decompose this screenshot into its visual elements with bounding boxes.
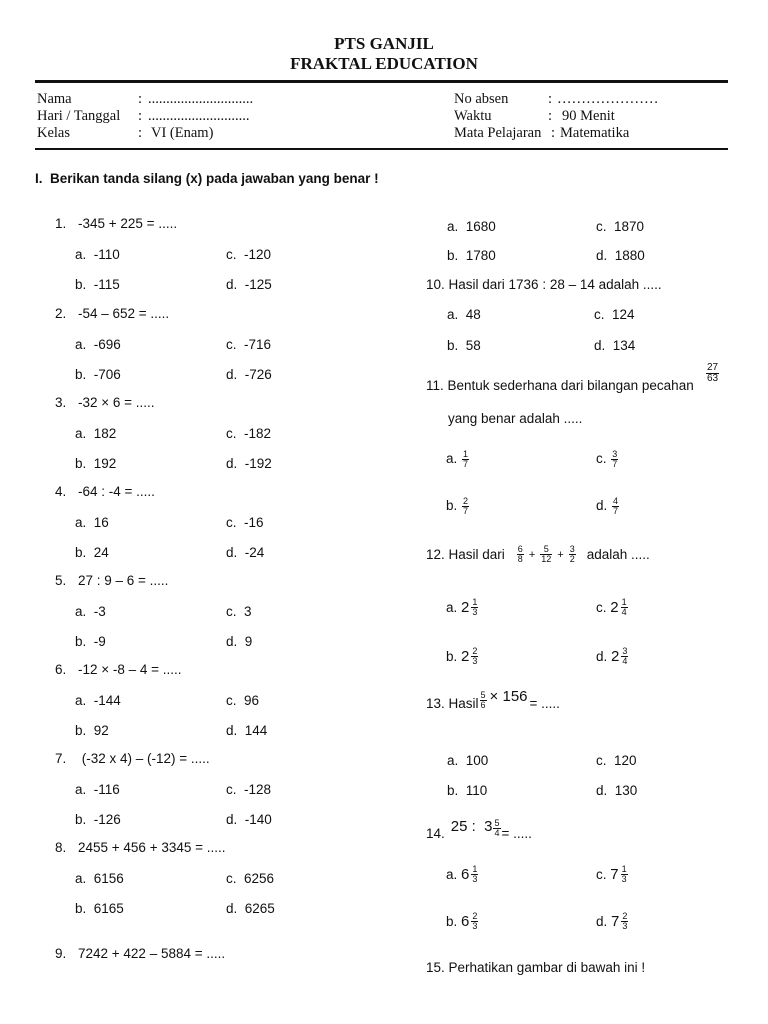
header-top-rule <box>35 80 728 83</box>
question-7-option-d[interactable]: d. -140 <box>226 812 272 827</box>
question-8-number: 8. <box>55 840 67 855</box>
question-1-option-d[interactable]: d. -125 <box>226 277 272 292</box>
field-sep: : <box>138 108 143 124</box>
q12-option-c[interactable]: c. 2 $\frac{1}{4}$ <box>596 597 627 617</box>
q11-option-c[interactable]: c. $\frac{3}{7}$ <box>596 449 618 469</box>
question-6-option-b[interactable]: b. 92 <box>75 723 109 738</box>
field-label-hari-tanggal: Hari / Tanggal <box>37 108 121 124</box>
question-8-option-c[interactable]: c. 6256 <box>226 871 275 886</box>
question-3-number: 3. <box>55 395 67 410</box>
q9-option-c[interactable]: c. 1870 <box>596 219 645 234</box>
q10-option-c[interactable]: c. 124 <box>594 307 635 322</box>
question-2-option-d[interactable]: d. -726 <box>226 367 272 382</box>
section-instruction: I. Berikan tanda silang (x) pada jawaban yang benar ! <box>35 171 379 186</box>
field-value-mata-pelajaran: Matematika <box>560 125 630 141</box>
field-label-mata-pelajaran: Mata Pelajaran <box>454 125 542 141</box>
q10-option-a[interactable]: a. 48 <box>447 307 481 322</box>
question-5-text: 27 : 9 – 6 = ..... <box>78 573 169 588</box>
q13-text: 13. Hasil $\frac{5}{6}$ × 156 = ..... <box>426 688 560 711</box>
question-3-text: -32 × 6 = ..... <box>78 395 155 410</box>
question-8-option-b[interactable]: b. 6165 <box>75 901 124 916</box>
field-label-no-absen: No absen <box>454 91 509 107</box>
question-5-option-b[interactable]: b. -9 <box>75 634 106 649</box>
question-4-number: 4. <box>55 484 67 499</box>
q9-option-a[interactable]: a. 1680 <box>447 219 496 234</box>
question-2-text: -54 – 652 = ..... <box>78 306 170 321</box>
question-6-number: 6. <box>55 662 67 677</box>
q15-text: 15. Perhatikan gambar di bawah ini ! <box>426 960 646 975</box>
question-7-option-b[interactable]: b. -126 <box>75 812 121 827</box>
field-label-kelas: Kelas <box>37 125 71 141</box>
q11-text: 11. Bentuk sederhana dari bilangan pecahan <box>426 378 694 393</box>
field-sep: : <box>548 108 553 124</box>
question-7-option-c[interactable]: c. -128 <box>226 782 272 797</box>
question-4-option-c[interactable]: c. -16 <box>226 515 264 530</box>
question-8-option-a[interactable]: a. 6156 <box>75 871 124 886</box>
q9-option-d[interactable]: d. 1880 <box>596 248 645 263</box>
q13-option-a[interactable]: a. 100 <box>447 753 489 768</box>
question-3-option-a[interactable]: a. 182 <box>75 426 117 441</box>
field-value-nama[interactable]: ............................. <box>148 91 254 107</box>
field-sep: : <box>138 91 143 107</box>
q10-text: 10. Hasil dari 1736 : 28 – 14 adalah ..... <box>426 277 662 292</box>
q14-option-b[interactable]: b. 6 $\frac{2}{3}$ <box>446 911 478 931</box>
question-5-option-d[interactable]: d. 9 <box>226 634 253 649</box>
page-title: PTS GANJIL <box>334 34 434 53</box>
field-value-kelas: VI (Enam) <box>151 125 214 141</box>
question-9-text: 7242 + 422 – 5884 = ..... <box>78 946 226 961</box>
question-2-option-b[interactable]: b. -706 <box>75 367 121 382</box>
q14-option-c[interactable]: c. 7 $\frac{1}{3}$ <box>596 864 627 884</box>
field-sep: : <box>551 125 556 141</box>
q11-fraction: $\frac{27}{63}$ <box>707 362 719 384</box>
question-4-option-b[interactable]: b. 24 <box>75 545 109 560</box>
question-5-option-a[interactable]: a. -3 <box>75 604 106 619</box>
q12-option-d[interactable]: d. 2 $\frac{3}{4}$ <box>596 646 628 666</box>
q9-option-b[interactable]: b. 1780 <box>447 248 496 263</box>
q13-option-c[interactable]: c. 120 <box>596 753 637 768</box>
field-value-hari-tanggal[interactable]: ............................ <box>148 108 250 124</box>
question-3-option-d[interactable]: d. -192 <box>226 456 272 471</box>
question-5-number: 5. <box>55 573 67 588</box>
question-3-option-b[interactable]: b. 192 <box>75 456 117 471</box>
field-value-waktu: 90 Menit <box>562 108 615 124</box>
question-6-option-d[interactable]: d. 144 <box>226 723 268 738</box>
q14-text: 14. 25 : 3 $\frac{5}{4}$ = ..... <box>426 818 532 841</box>
question-4-text: -64 : -4 = ..... <box>78 484 155 499</box>
question-1-option-b[interactable]: b. -115 <box>75 277 120 292</box>
question-8-text: 2455 + 456 + 3345 = ..... <box>78 840 226 855</box>
question-7-number: 7. <box>55 751 67 766</box>
question-1-option-a[interactable]: a. -110 <box>75 247 120 262</box>
q11-option-a[interactable]: a. $\frac{1}{7}$ <box>446 449 469 469</box>
question-1-text: -345 + 225 = ..... <box>78 216 178 231</box>
q13-option-b[interactable]: b. 110 <box>447 783 488 798</box>
q10-option-b[interactable]: b. 58 <box>447 338 481 353</box>
question-8-option-d[interactable]: d. 6265 <box>226 901 275 916</box>
question-6-option-c[interactable]: c. 96 <box>226 693 260 708</box>
question-7-text: (-32 x 4) – (-12) = ..... <box>78 751 210 766</box>
question-4-option-d[interactable]: d. -24 <box>226 545 265 560</box>
header-bottom-rule <box>35 148 728 150</box>
question-1-option-c[interactable]: c. -120 <box>226 247 272 262</box>
field-label-waktu: Waktu <box>454 108 492 124</box>
field-sep: : <box>548 91 553 107</box>
question-5-option-c[interactable]: c. 3 <box>226 604 252 619</box>
question-2-option-c[interactable]: c. -716 <box>226 337 272 352</box>
field-sep: : <box>138 125 143 141</box>
field-label-nama: Nama <box>37 91 72 107</box>
question-9-number: 9. <box>55 946 67 961</box>
q11-text-line2: yang benar adalah ..... <box>448 411 583 426</box>
question-6-option-a[interactable]: a. -144 <box>75 693 121 708</box>
q12-option-b[interactable]: b. 2 $\frac{2}{3}$ <box>446 646 478 666</box>
question-3-option-c[interactable]: c. -182 <box>226 426 272 441</box>
q14-option-a[interactable]: a. 6 $\frac{1}{3}$ <box>446 864 478 884</box>
question-2-number: 2. <box>55 306 67 321</box>
question-1-number: 1. <box>55 216 67 231</box>
question-2-option-a[interactable]: a. -696 <box>75 337 121 352</box>
q12-text: 12. Hasil dari $\frac{6}{8}$ + $\frac{5}{12}$ + $\frac{3}{2}$ adalah ..... <box>426 544 650 564</box>
q13-option-d[interactable]: d. 130 <box>596 783 638 798</box>
q10-option-d[interactable]: d. 134 <box>594 338 636 353</box>
q14-option-d[interactable]: d. 7 $\frac{2}{3}$ <box>596 911 628 931</box>
question-7-option-a[interactable]: a. -116 <box>75 782 120 797</box>
q12-option-a[interactable]: a. 2 $\frac{1}{3}$ <box>446 597 478 617</box>
question-6-text: -12 × -8 – 4 = ..... <box>78 662 182 677</box>
page-subtitle: FRAKTAL EDUCATION <box>290 54 478 73</box>
q11-option-d[interactable]: d. $\frac{4}{7}$ <box>596 496 619 516</box>
q11-option-b[interactable]: b. $\frac{2}{7}$ <box>446 496 469 516</box>
field-value-no-absen[interactable]: ………………… <box>557 91 659 107</box>
question-4-option-a[interactable]: a. 16 <box>75 515 109 530</box>
